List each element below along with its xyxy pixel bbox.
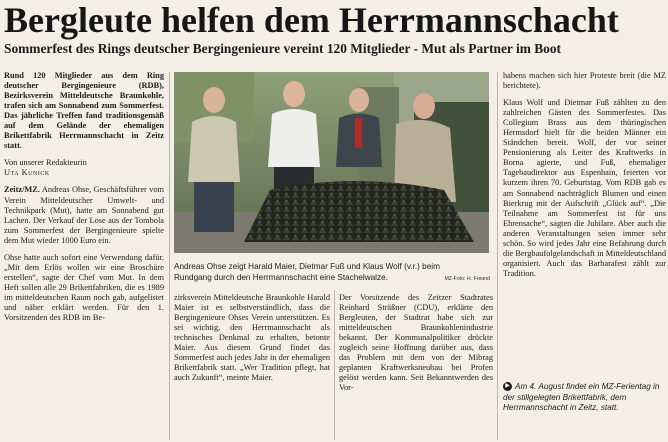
photo-caption: Andreas Ohse zeigt Harald Maier, Dietmar Fuß und Klaus Wolf (v.r.) beim Rundgang durch den Herrmannschacht eine Stachelwalze. [174, 262, 440, 282]
headline: Bergleute helfen dem Herrmannschacht [4, 0, 619, 40]
byline-author: Uta Kunick [4, 168, 50, 178]
arrow-right-icon: ▶ [503, 382, 512, 391]
column-rule [169, 72, 170, 440]
article-column-2 [174, 293, 330, 383]
paragraph: Klaus Wolf und Dietmar Fuß zählten zu den zahlreichen Gästen des Sommerfestes. Das Collegium Brass aus dem thüringischen Hermsdorf hielt für die beiden Männer ein Ständchen bereit. Wolf, der vor seiner Pensionierung als Leiter des Kraftwerks in Borna agierte, und Fuß, ehemaliger Tagebaudirektor aus Espenhain, feierten vor kurzem ihren 70. Geburtstag. Vom RDB gab es am Sonnabend nachträglich Blumen und einen Bierkrug mit der Aufschrift „Glück auf“. „Die Teilnahme am Sommerfest ist für uns Ehrensache“, sagten die Jubilare. Aber auch die anderen Veranstaltungen seien immer sehr schön. So wird jedes Jahr eine Befahrung durch die Bergbaufolgelandschaft in Mitteldeutschland organisiert. Auch das Barbarafest zählt zur Tradition. [503, 98, 666, 278]
subheadline: Sommerfest des Rings deutscher Bergingenieure vereint 120 Mitglieder - Mut als Partner im Boot [4, 41, 561, 56]
photo-illustration [174, 72, 489, 253]
paragraph: Ohse hatte auch sofort eine Verwendung dafür. „Mit dem Erlös wollen wir eine Broschüre erstellen“, sagte der Chef vom Mut. In dem Heft sollen alle 29 Brikettfabriken, die es 1989 im mitteldeutschen Raum noch gab, aufgelistet und näher erklärt werden. Für den 1. Vorsitzenden des RDB im Be- [4, 252, 164, 323]
paragraph: habens machen sich hier Proteste breit (die MZ berichtete). [503, 71, 666, 91]
paragraph: zirksverein Mitteldeutsche Braunkohle Harald Maier ist es selbstverständlich, dass die Bergingenieure Ohses Verein unterstützen. Es sei wichtig, den Herrmannschacht als technisches Denkmal zu erhalten, betonte Maier. Aus diesem Grund findet das Sommerfest auch jedes Jahr in der ehemaligen Brikettfabrik statt. „Wer Tradition pflegt, hat auch Zukunft“, meinte Maier. [174, 293, 330, 383]
column-rule [334, 290, 335, 440]
article-photo [174, 72, 489, 253]
byline-prefix: Von unserer Redakteurin [4, 158, 87, 168]
article-column-3 [339, 293, 493, 393]
photo-credit: MZ-Foto: H. Freund [444, 276, 490, 282]
article-column-4 [503, 71, 666, 279]
paragraph [4, 185, 164, 245]
info-note [503, 382, 666, 414]
paragraph: Der Vorsitzende des Zeitzer Stadtrates Reinhard Sträßner (CDU), erklärte den Bergleuten, der Stadtrat habe sich zur mitteldeutschen Braunkohlenindustrie bekannt. Der Kommunalpolitiker drückte zugleich seine Hoffnung darüber aus, dass das Problem mit dem von der Mibrag geplanten Kraftwerksneubau bei Profen gelöst werden kann. Seit Bekanntwerden des Vor- [339, 293, 493, 393]
column-rule [497, 72, 498, 440]
dateline: Zeitz/MZ. [4, 185, 40, 195]
byline [4, 158, 164, 178]
paragraph-text: Andreas Ohse, Geschäftsführer vom Verein Mitteldeutscher Umwelt- und Technikpark (Mut), hatte am Sonnabend gut Lachen. Der Verkauf der Lose aus der Tombola zum Sommerfest der Bergingenieure spielte dem Mut wieder 1000 Euro ein. [4, 185, 164, 245]
article-column-1 [4, 71, 164, 323]
article-lead: Rund 120 Mitglieder aus dem Ring deutscher Bergingenieure (RDB), Bezirksverein Mitteldeutsche Braunkohle, trafen sich am Sonnabend zum Sommerfest. Das jährliche Treffen fand traditionsgemäß auf dem Gelände der ehemaligen Brikettfabrik Herrmannschacht in Zeitz statt. [4, 71, 164, 151]
info-note-text: Am 4. August findet ein MZ-Ferientag in der stillgelegten Brikettfabrik, dem Herrmannschacht in Zeitz, statt. [503, 382, 660, 412]
